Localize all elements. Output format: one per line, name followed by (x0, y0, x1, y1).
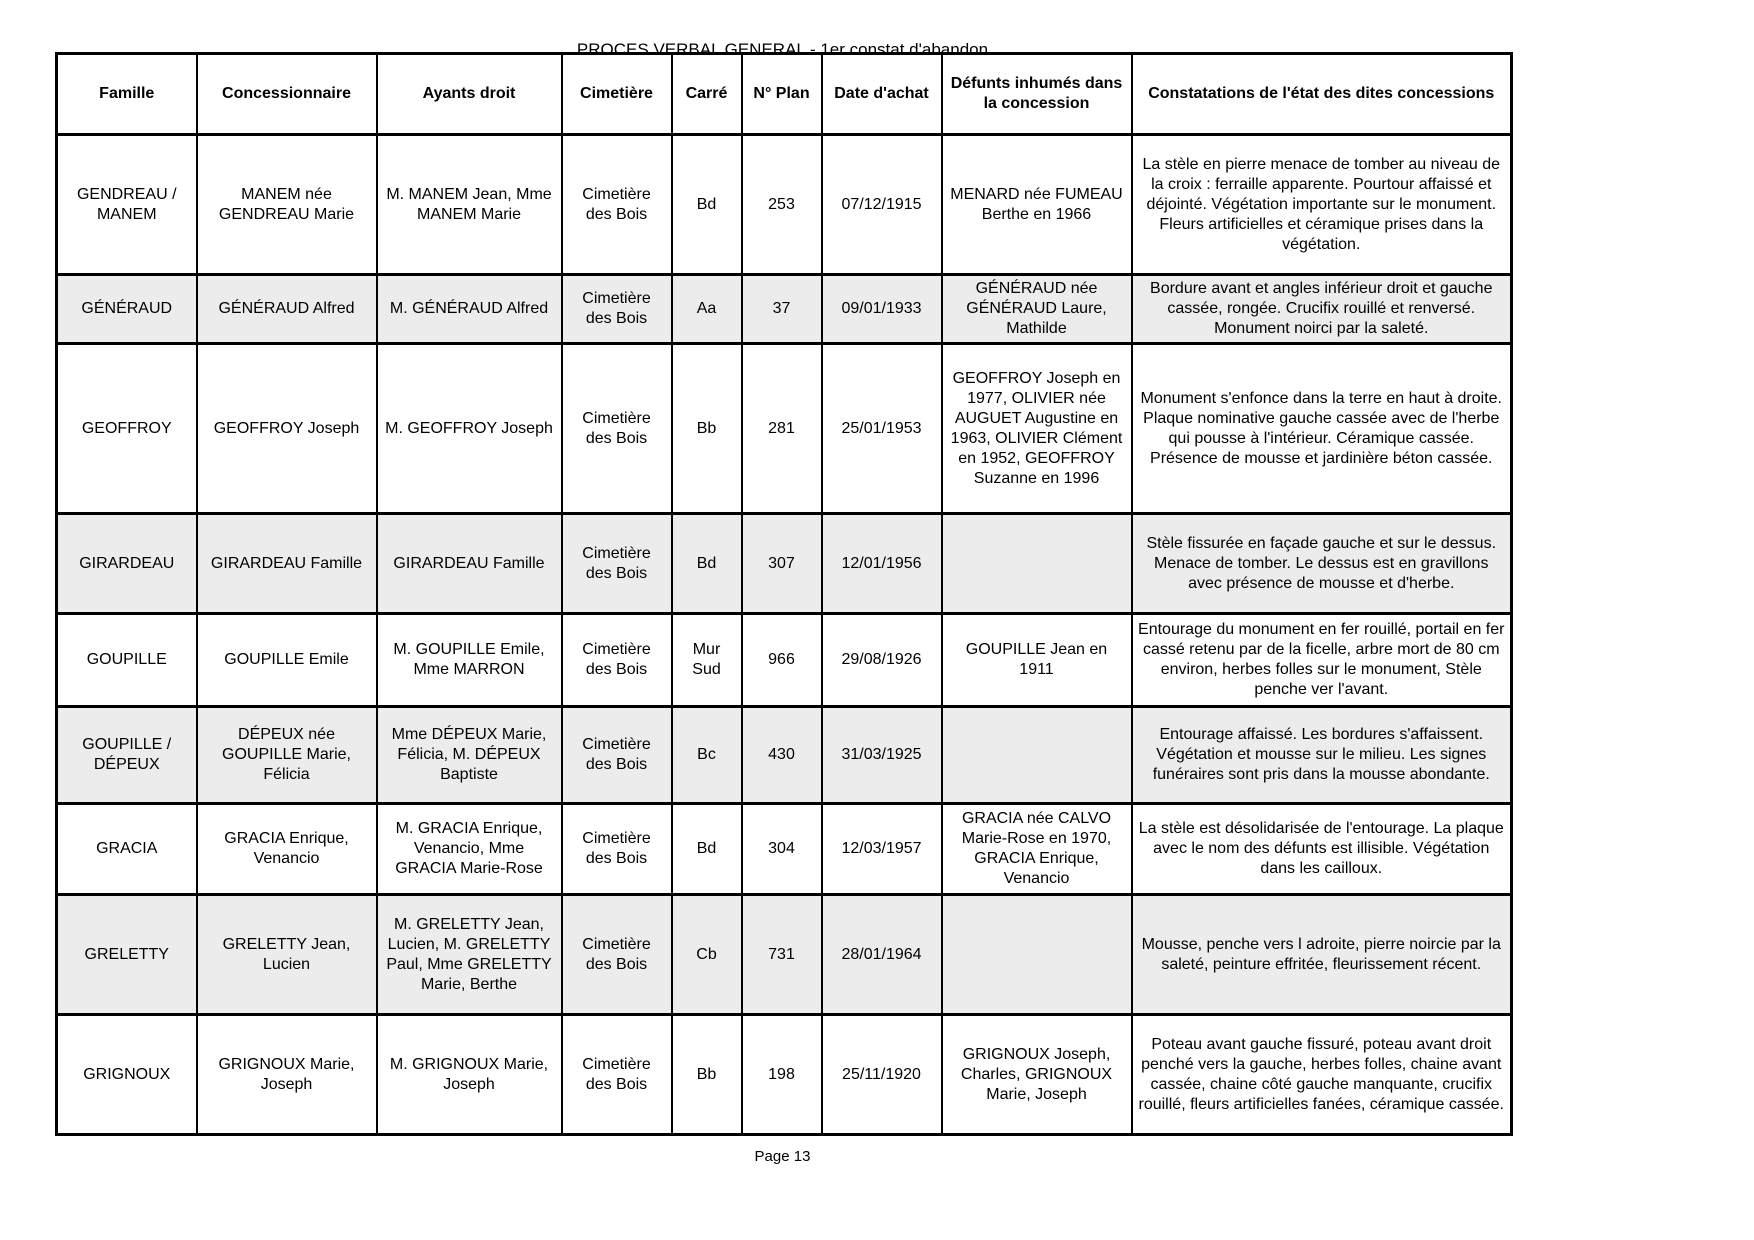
cell-constatations: Poteau avant gauche fissuré, poteau avant droit penché vers la gauche, herbes folles, chaine avant cassée, chaine côté gauche manquante, crucifix rouillé, fleurs artificielles fanées, céramique cassée. (1132, 1015, 1512, 1135)
cell-ayants_droit: M. GRELETTY Jean, Lucien, M. GRELETTY Paul, Mme GRELETTY Marie, Berthe (377, 895, 562, 1015)
table-row (57, 344, 1512, 514)
cell-n_plan: 307 (742, 514, 822, 614)
cell-ayants_droit: M. GOUPILLE Emile, Mme MARRON (377, 614, 562, 707)
table-row (57, 804, 1512, 895)
table-row (57, 707, 1512, 804)
cell-defunts: GÉNÉRAUD née GÉNÉRAUD Laure, Mathilde (942, 275, 1132, 344)
cell-date_achat: 25/01/1953 (822, 344, 942, 514)
cell-cimetiere: Cimetière des Bois (562, 895, 672, 1015)
cell-date_achat: 12/01/1956 (822, 514, 942, 614)
table-row (57, 1015, 1512, 1135)
col-header-date_achat: Date d'achat (822, 54, 942, 135)
cell-concessionnaire: DÉPEUX née GOUPILLE Marie, Félicia (197, 707, 377, 804)
document-title: PROCES VERBAL GENERAL - 1er constat d'abandon (576, 40, 989, 59)
table-row (57, 895, 1512, 1015)
cell-famille: GEOFFROY (57, 344, 197, 514)
cell-concessionnaire: MANEM née GENDREAU Marie (197, 135, 377, 275)
cell-carre: Bd (672, 135, 742, 275)
cell-constatations: Monument s'enfonce dans la terre en haut à droite. Plaque nominative gauche cassée avec de l'herbe qui pousse à l'intérieur. Céramique cassée. Présence de mousse et jardinière béton cassée. (1132, 344, 1512, 514)
cell-constatations: Stèle fissurée en façade gauche et sur le dessus. Menace de tomber. Le dessus est en gravillons avec présence de mousse et d'herbe. (1132, 514, 1512, 614)
cell-defunts (942, 514, 1132, 614)
cell-concessionnaire: GÉNÉRAUD Alfred (197, 275, 377, 344)
col-header-ayants_droit: Ayants droit (377, 54, 562, 135)
cell-ayants_droit: M. GÉNÉRAUD Alfred (377, 275, 562, 344)
table-body (57, 135, 1512, 1135)
cell-famille: GRIGNOUX (57, 1015, 197, 1135)
cell-cimetiere: Cimetière des Bois (562, 804, 672, 895)
cell-concessionnaire: GRIGNOUX Marie, Joseph (197, 1015, 377, 1135)
concessions-table (55, 52, 1513, 1136)
cell-n_plan: 731 (742, 895, 822, 1015)
col-header-defunts: Défunts inhumés dans la concession (942, 54, 1132, 135)
cell-n_plan: 198 (742, 1015, 822, 1135)
cell-ayants_droit: M. GRIGNOUX Marie, Joseph (377, 1015, 562, 1135)
cell-famille: GÉNÉRAUD (57, 275, 197, 344)
cell-cimetiere: Cimetière des Bois (562, 135, 672, 275)
cell-n_plan: 430 (742, 707, 822, 804)
cell-n_plan: 253 (742, 135, 822, 275)
cell-constatations: La stèle est désolidarisée de l'entourage. La plaque avec le nom des défunts est illisible. Végétation dans les cailloux. (1132, 804, 1512, 895)
col-header-constatations: Constatations de l'état des dites concessions (1132, 54, 1512, 135)
cell-famille: GRACIA (57, 804, 197, 895)
cell-constatations: Mousse, penche vers l adroite, pierre noircie par la saleté, peinture effritée, fleurissement récent. (1132, 895, 1512, 1015)
cell-famille: GRELETTY (57, 895, 197, 1015)
cell-constatations: Bordure avant et angles inférieur droit et gauche cassée, rongée. Crucifix rouillé et renversé. Monument noirci par la saleté. (1132, 275, 1512, 344)
cell-date_achat: 29/08/1926 (822, 614, 942, 707)
cell-defunts (942, 707, 1132, 804)
cell-famille: GOUPILLE (57, 614, 197, 707)
cell-ayants_droit: GIRARDEAU Famille (377, 514, 562, 614)
cell-carre: Cb (672, 895, 742, 1015)
cell-defunts: GRACIA née CALVO Marie-Rose en 1970, GRACIA Enrique, Venancio (942, 804, 1132, 895)
cell-carre: Aa (672, 275, 742, 344)
cell-defunts: GEOFFROY Joseph en 1977, OLIVIER née AUGUET Augustine en 1963, OLIVIER Clément en 1952, GEOFFROY Suzanne en 1996 (942, 344, 1132, 514)
cell-concessionnaire: GRELETTY Jean, Lucien (197, 895, 377, 1015)
cell-carre: Bd (672, 514, 742, 614)
table-row (57, 135, 1512, 275)
cell-cimetiere: Cimetière des Bois (562, 1015, 672, 1135)
table-header (57, 54, 1512, 135)
page-number: Page 13 (754, 1148, 811, 1165)
cell-n_plan: 281 (742, 344, 822, 514)
cell-date_achat: 25/11/1920 (822, 1015, 942, 1135)
cell-famille: GIRARDEAU (57, 514, 197, 614)
cell-cimetiere: Cimetière des Bois (562, 707, 672, 804)
cell-cimetiere: Cimetière des Bois (562, 344, 672, 514)
cell-cimetiere: Cimetière des Bois (562, 614, 672, 707)
cell-concessionnaire: GEOFFROY Joseph (197, 344, 377, 514)
cell-carre: Bc (672, 707, 742, 804)
cell-carre: Bb (672, 344, 742, 514)
cell-defunts: MENARD née FUMEAU Berthe en 1966 (942, 135, 1132, 275)
cell-n_plan: 304 (742, 804, 822, 895)
cell-constatations: Entourage affaissé. Les bordures s'affaissent. Végétation et mousse sur le milieu. Les signes funéraires sont pris dans la mousse abondante. (1132, 707, 1512, 804)
cell-defunts (942, 895, 1132, 1015)
cell-date_achat: 12/03/1957 (822, 804, 942, 895)
cell-n_plan: 966 (742, 614, 822, 707)
cell-defunts: GOUPILLE Jean en 1911 (942, 614, 1132, 707)
table-row (57, 275, 1512, 344)
cell-carre: Mur Sud (672, 614, 742, 707)
cell-defunts: GRIGNOUX Joseph, Charles, GRIGNOUX Marie, Joseph (942, 1015, 1132, 1135)
cell-n_plan: 37 (742, 275, 822, 344)
cell-constatations: La stèle en pierre menace de tomber au niveau de la croix : ferraille apparente. Pourtour affaissé et déjointé. Végétation importante sur le monument. Fleurs artificielles et céramique prises dans la végétation. (1132, 135, 1512, 275)
cell-ayants_droit: Mme DÉPEUX Marie, Félicia, M. DÉPEUX Baptiste (377, 707, 562, 804)
cell-cimetiere: Cimetière des Bois (562, 275, 672, 344)
table-row (57, 514, 1512, 614)
cell-date_achat: 09/01/1933 (822, 275, 942, 344)
col-header-cimetiere: Cimetière (562, 54, 672, 135)
col-header-famille: Famille (57, 54, 197, 135)
cell-famille: GENDREAU / MANEM (57, 135, 197, 275)
table-row (57, 614, 1512, 707)
cell-date_achat: 07/12/1915 (822, 135, 942, 275)
cell-concessionnaire: GRACIA Enrique, Venancio (197, 804, 377, 895)
col-header-n_plan: N° Plan (742, 54, 822, 135)
cell-date_achat: 31/03/1925 (822, 707, 942, 804)
table-header-row (57, 54, 1512, 135)
cell-carre: Bb (672, 1015, 742, 1135)
cell-famille: GOUPILLE / DÉPEUX (57, 707, 197, 804)
cell-ayants_droit: M. MANEM Jean, Mme MANEM Marie (377, 135, 562, 275)
cell-date_achat: 28/01/1964 (822, 895, 942, 1015)
cell-concessionnaire: GIRARDEAU Famille (197, 514, 377, 614)
cell-constatations: Entourage du monument en fer rouillé, portail en fer cassé retenu par de la ficelle, arbre mort de 80 cm environ, herbes folles sur le monument, Stèle penche ver l'avant. (1132, 614, 1512, 707)
cell-carre: Bd (672, 804, 742, 895)
col-header-concessionnaire: Concessionnaire (197, 54, 377, 135)
cell-concessionnaire: GOUPILLE Emile (197, 614, 377, 707)
cell-ayants_droit: M. GRACIA Enrique, Venancio, Mme GRACIA Marie-Rose (377, 804, 562, 895)
cell-cimetiere: Cimetière des Bois (562, 514, 672, 614)
cell-ayants_droit: M. GEOFFROY Joseph (377, 344, 562, 514)
col-header-carre: Carré (672, 54, 742, 135)
